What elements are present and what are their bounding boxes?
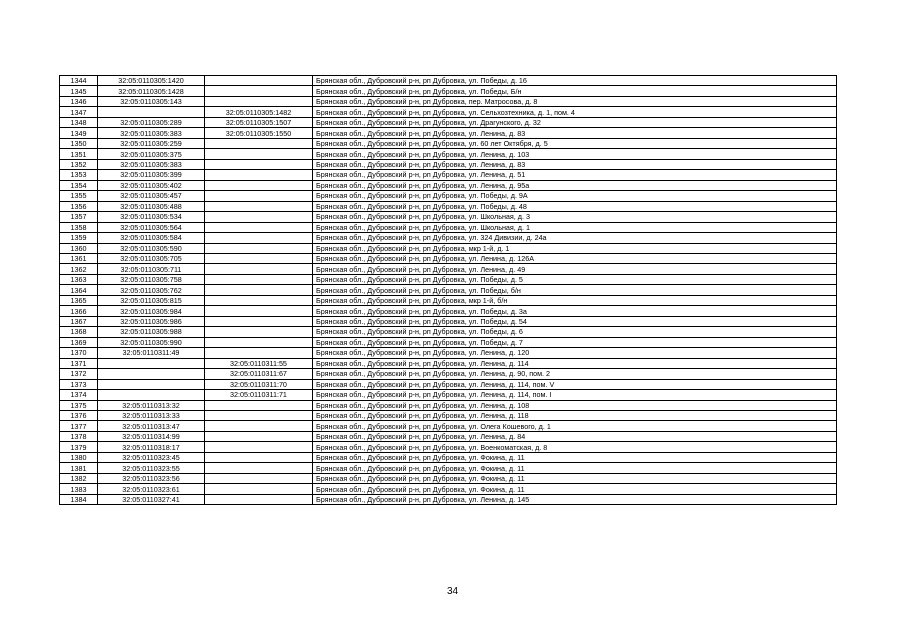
row-number-cell: 1358 [60,222,98,232]
premises-cadastral-number-cell: 32:05:0110305:1507 [205,117,313,127]
cadastral-number-cell: 32:05:0110305:815 [98,295,205,305]
cadastral-number-cell: 32:05:0110305:1420 [98,76,205,86]
premises-cadastral-number-cell: 32:05:0110305:1550 [205,128,313,138]
address-cell: Брянская обл., Дубровский р-н, рп Дубровка, ул. Военкоматская, д. 8 [313,442,837,452]
table-row [60,390,837,400]
table-row [60,117,837,127]
cadastral-number-cell: 32:05:0110305:457 [98,191,205,201]
table-row [60,494,837,504]
address-cell: Брянская обл., Дубровский р-н, рп Дубровка, мкр 1-й, д. 1 [313,243,837,253]
address-cell: Брянская обл., Дубровский р-н, рп Дубровка, ул. Победы, д. 3а [313,306,837,316]
table-row [60,138,837,148]
address-cell: Брянская обл., Дубровский р-н, рп Дубровка, ул. Ленина, д. 49 [313,264,837,274]
address-cell: Брянская обл., Дубровский р-н, рп Дубровка, ул. Ленина, д. 114, пом. I [313,390,837,400]
row-number-cell: 1353 [60,170,98,180]
address-cell: Брянская обл., Дубровский р-н, рп Дубровка, ул. Победы, д. 6 [313,327,837,337]
address-cell: Брянская обл., Дубровский р-н, рп Дубровка, ул. Победы, д. 48 [313,201,837,211]
premises-cadastral-number-cell [205,473,313,483]
address-cell: Брянская обл., Дубровский р-н, рп Дубровка, ул. Победы, д. 9А [313,191,837,201]
table-row [60,233,837,243]
page-number: 34 [446,586,459,597]
cadastral-number-cell: 32:05:0110305:762 [98,285,205,295]
row-number-cell: 1361 [60,253,98,263]
address-cell: Брянская обл., Дубровский р-н, рп Дубровка, ул. Ленина, д. 114 [313,358,837,368]
premises-cadastral-number-cell [205,316,313,326]
table-row [60,243,837,253]
premises-cadastral-number-cell [205,96,313,106]
row-number-cell: 1344 [60,76,98,86]
row-number-cell: 1349 [60,128,98,138]
address-cell: Брянская обл., Дубровский р-н, рп Дубровка, ул. Ленина, д. 126А [313,253,837,263]
premises-cadastral-number-cell [205,212,313,222]
premises-cadastral-number-cell [205,86,313,96]
cadastral-number-cell: 32:05:0110313:33 [98,411,205,421]
table-row [60,337,837,347]
table-row [60,253,837,263]
row-number-cell: 1373 [60,379,98,389]
address-cell: Брянская обл., Дубровский р-н, рп Дубровка, мкр 1-й, б/н [313,295,837,305]
premises-cadastral-number-cell [205,421,313,431]
premises-cadastral-number-cell [205,201,313,211]
address-cell: Брянская обл., Дубровский р-н, рп Дубровка, ул. Победы, д. 54 [313,316,837,326]
address-cell: Брянская обл., Дубровский р-н, рп Дубровка, ул. Ленина, д. 84 [313,431,837,441]
address-cell: Брянская обл., Дубровский р-н, рп Дубровка, ул. Ленина, д. 51 [313,170,837,180]
cadastral-number-cell: 32:05:0110305:259 [98,138,205,148]
premises-cadastral-number-cell [205,233,313,243]
premises-cadastral-number-cell [205,285,313,295]
row-number-cell: 1350 [60,138,98,148]
table-row [60,327,837,337]
premises-cadastral-number-cell [205,149,313,159]
premises-cadastral-number-cell [205,180,313,190]
premises-cadastral-number-cell [205,253,313,263]
premises-cadastral-number-cell [205,337,313,347]
address-cell: Брянская обл., Дубровский р-н, рп Дубровка, ул. Ленина, д. 83 [313,159,837,169]
row-number-cell: 1367 [60,316,98,326]
cadastral-number-cell: 32:05:0110305:402 [98,180,205,190]
table-row [60,76,837,86]
table-row [60,149,837,159]
cadastral-number-cell: 32:05:0110311:49 [98,348,205,358]
address-cell: Брянская обл., Дубровский р-н, рп Дубровка, ул. Школьная, д. 3 [313,212,837,222]
row-number-cell: 1382 [60,473,98,483]
table-row [60,170,837,180]
row-number-cell: 1370 [60,348,98,358]
cadastral-number-cell [98,390,205,400]
table-row [60,316,837,326]
address-cell: Брянская обл., Дубровский р-н, рп Дубровка, ул. Драгунского, д. 32 [313,117,837,127]
row-number-cell: 1378 [60,431,98,441]
row-number-cell: 1383 [60,484,98,494]
cadastral-number-cell: 32:05:0110305:289 [98,117,205,127]
cadastral-number-cell: 32:05:0110305:143 [98,96,205,106]
row-number-cell: 1374 [60,390,98,400]
table-row [60,411,837,421]
premises-cadastral-number-cell [205,348,313,358]
table-row [60,369,837,379]
premises-cadastral-number-cell [205,484,313,494]
premises-cadastral-number-cell [205,442,313,452]
address-cell: Брянская обл., Дубровский р-н, рп Дубровка, ул. Ленина, д. 145 [313,494,837,504]
row-number-cell: 1381 [60,463,98,473]
cadastral-number-cell [98,358,205,368]
row-number-cell: 1357 [60,212,98,222]
cadastral-number-cell: 32:05:0110305:986 [98,316,205,326]
address-cell: Брянская обл., Дубровский р-н, рп Дубровка, ул. Олега Кошевого, д. 1 [313,421,837,431]
premises-cadastral-number-cell [205,76,313,86]
address-cell: Брянская обл., Дубровский р-н, рп Дубровка, пер. Матросова, д. 8 [313,96,837,106]
table-row [60,484,837,494]
cadastral-number-cell: 32:05:0110305:383 [98,159,205,169]
cadastral-number-cell: 32:05:0110305:711 [98,264,205,274]
cadastral-number-cell: 32:05:0110313:47 [98,421,205,431]
address-cell: Брянская обл., Дубровский р-н, рп Дубровка, ул. Ленина, д. 114, пом. V [313,379,837,389]
table-row [60,358,837,368]
row-number-cell: 1380 [60,452,98,462]
table-row [60,431,837,441]
table-row [60,379,837,389]
table-row [60,400,837,410]
row-number-cell: 1365 [60,295,98,305]
premises-cadastral-number-cell: 32:05:0110311:55 [205,358,313,368]
row-number-cell: 1371 [60,358,98,368]
row-number-cell: 1376 [60,411,98,421]
records-table [59,75,837,505]
table-row [60,180,837,190]
row-number-cell: 1360 [60,243,98,253]
row-number-cell: 1368 [60,327,98,337]
cadastral-number-cell: 32:05:0110323:55 [98,463,205,473]
cadastral-number-cell: 32:05:0110327:41 [98,494,205,504]
premises-cadastral-number-cell [205,274,313,284]
premises-cadastral-number-cell [205,191,313,201]
table-row [60,212,837,222]
row-number-cell: 1384 [60,494,98,504]
address-cell: Брянская обл., Дубровский р-н, рп Дубровка, ул. Победы, Б/н [313,86,837,96]
table-row [60,452,837,462]
row-number-cell: 1356 [60,201,98,211]
table-row [60,421,837,431]
cadastral-number-cell: 32:05:0110305:705 [98,253,205,263]
table-row [60,463,837,473]
address-cell: Брянская обл., Дубровский р-н, рп Дубровка, ул. Ленина, д. 90, пом. 2 [313,369,837,379]
cadastral-number-cell [98,107,205,117]
cadastral-number-cell: 32:05:0110305:590 [98,243,205,253]
table-row [60,201,837,211]
address-cell: Брянская обл., Дубровский р-н, рп Дубровка, ул. Фокина, д. 11 [313,484,837,494]
table-row [60,442,837,452]
cadastral-number-cell: 32:05:0110318:17 [98,442,205,452]
premises-cadastral-number-cell [205,159,313,169]
cadastral-number-cell: 32:05:0110305:758 [98,274,205,284]
cadastral-number-cell: 32:05:0110305:584 [98,233,205,243]
row-number-cell: 1345 [60,86,98,96]
address-cell: Брянская обл., Дубровский р-н, рп Дубровка, ул. Победы, б/н [313,285,837,295]
cadastral-number-cell: 32:05:0110305:984 [98,306,205,316]
address-cell: Брянская обл., Дубровский р-н, рп Дубровка, ул. Победы, д. 16 [313,76,837,86]
row-number-cell: 1354 [60,180,98,190]
row-number-cell: 1364 [60,285,98,295]
address-cell: Брянская обл., Дубровский р-н, рп Дубровка, ул. Фокина, д. 11 [313,452,837,462]
premises-cadastral-number-cell [205,306,313,316]
table-row [60,128,837,138]
row-number-cell: 1366 [60,306,98,316]
row-number-cell: 1348 [60,117,98,127]
address-cell: Брянская обл., Дубровский р-н, рп Дубровка, ул. Ленина, д. 83 [313,128,837,138]
row-number-cell: 1362 [60,264,98,274]
table-row [60,96,837,106]
cadastral-number-cell: 32:05:0110305:383 [98,128,205,138]
address-cell: Брянская обл., Дубровский р-н, рп Дубровка, ул. Сельхозтехника, д. 1, пом. 4 [313,107,837,117]
table-row [60,264,837,274]
premises-cadastral-number-cell: 32:05:0110311:71 [205,390,313,400]
premises-cadastral-number-cell [205,138,313,148]
cadastral-number-cell: 32:05:0110305:988 [98,327,205,337]
row-number-cell: 1363 [60,274,98,284]
address-cell: Брянская обл., Дубровский р-н, рп Дубровка, ул. Ленина, д. 103 [313,149,837,159]
premises-cadastral-number-cell [205,295,313,305]
cadastral-number-cell [98,369,205,379]
cadastral-number-cell: 32:05:0110305:534 [98,212,205,222]
table-row [60,348,837,358]
address-cell: Брянская обл., Дубровский р-н, рп Дубровка, ул. Фокина, д. 11 [313,463,837,473]
address-cell: Брянская обл., Дубровский р-н, рп Дубровка, ул. 324 Дивизии, д. 24а [313,233,837,243]
premises-cadastral-number-cell [205,411,313,421]
row-number-cell: 1372 [60,369,98,379]
premises-cadastral-number-cell [205,327,313,337]
row-number-cell: 1369 [60,337,98,347]
cadastral-number-cell: 32:05:0110323:61 [98,484,205,494]
table-row [60,222,837,232]
premises-cadastral-number-cell: 32:05:0110311:70 [205,379,313,389]
address-cell: Брянская обл., Дубровский р-н, рп Дубровка, ул. Победы, д. 5 [313,274,837,284]
table-row [60,107,837,117]
address-cell: Брянская обл., Дубровский р-н, рп Дубровка, ул. Ленина, д. 95а [313,180,837,190]
row-number-cell: 1359 [60,233,98,243]
row-number-cell: 1346 [60,96,98,106]
row-number-cell: 1351 [60,149,98,159]
premises-cadastral-number-cell: 32:05:0110311:67 [205,369,313,379]
cadastral-number-cell: 32:05:0110305:1428 [98,86,205,96]
cadastral-number-cell [98,379,205,389]
premises-cadastral-number-cell [205,463,313,473]
premises-cadastral-number-cell: 32:05:0110305:1482 [205,107,313,117]
table-row [60,191,837,201]
row-number-cell: 1375 [60,400,98,410]
records-table-body [60,76,837,505]
cadastral-number-cell: 32:05:0110305:375 [98,149,205,159]
table-row [60,86,837,96]
row-number-cell: 1377 [60,421,98,431]
cadastral-number-cell: 32:05:0110323:56 [98,473,205,483]
address-cell: Брянская обл., Дубровский р-н, рп Дубровка, ул. Ленина, д. 120 [313,348,837,358]
address-cell: Брянская обл., Дубровский р-н, рп Дубровка, ул. Ленина, д. 118 [313,411,837,421]
address-cell: Брянская обл., Дубровский р-н, рп Дубровка, ул. Школьная, д. 1 [313,222,837,232]
row-number-cell: 1352 [60,159,98,169]
cadastral-number-cell: 32:05:0110323:45 [98,452,205,462]
row-number-cell: 1379 [60,442,98,452]
premises-cadastral-number-cell [205,170,313,180]
cadastral-number-cell: 32:05:0110305:488 [98,201,205,211]
premises-cadastral-number-cell [205,494,313,504]
cadastral-number-cell: 32:05:0110305:399 [98,170,205,180]
cadastral-number-cell: 32:05:0110314:99 [98,431,205,441]
row-number-cell: 1347 [60,107,98,117]
table-row [60,295,837,305]
premises-cadastral-number-cell [205,431,313,441]
premises-cadastral-number-cell [205,264,313,274]
table-row [60,306,837,316]
table-row [60,473,837,483]
premises-cadastral-number-cell [205,222,313,232]
premises-cadastral-number-cell [205,400,313,410]
address-cell: Брянская обл., Дубровский р-н, рп Дубровка, ул. 60 лет Октября, д. 5 [313,138,837,148]
address-cell: Брянская обл., Дубровский р-н, рп Дубровка, ул. Победы, д. 7 [313,337,837,347]
table-row [60,274,837,284]
table-row [60,285,837,295]
cadastral-number-cell: 32:05:0110305:990 [98,337,205,347]
table-row [60,159,837,169]
address-cell: Брянская обл., Дубровский р-н, рп Дубровка, ул. Ленина, д. 108 [313,400,837,410]
premises-cadastral-number-cell [205,243,313,253]
cadastral-number-cell: 32:05:0110313:32 [98,400,205,410]
address-cell: Брянская обл., Дубровский р-н, рп Дубровка, ул. Фокина, д. 11 [313,473,837,483]
row-number-cell: 1355 [60,191,98,201]
premises-cadastral-number-cell [205,452,313,462]
cadastral-number-cell: 32:05:0110305:564 [98,222,205,232]
